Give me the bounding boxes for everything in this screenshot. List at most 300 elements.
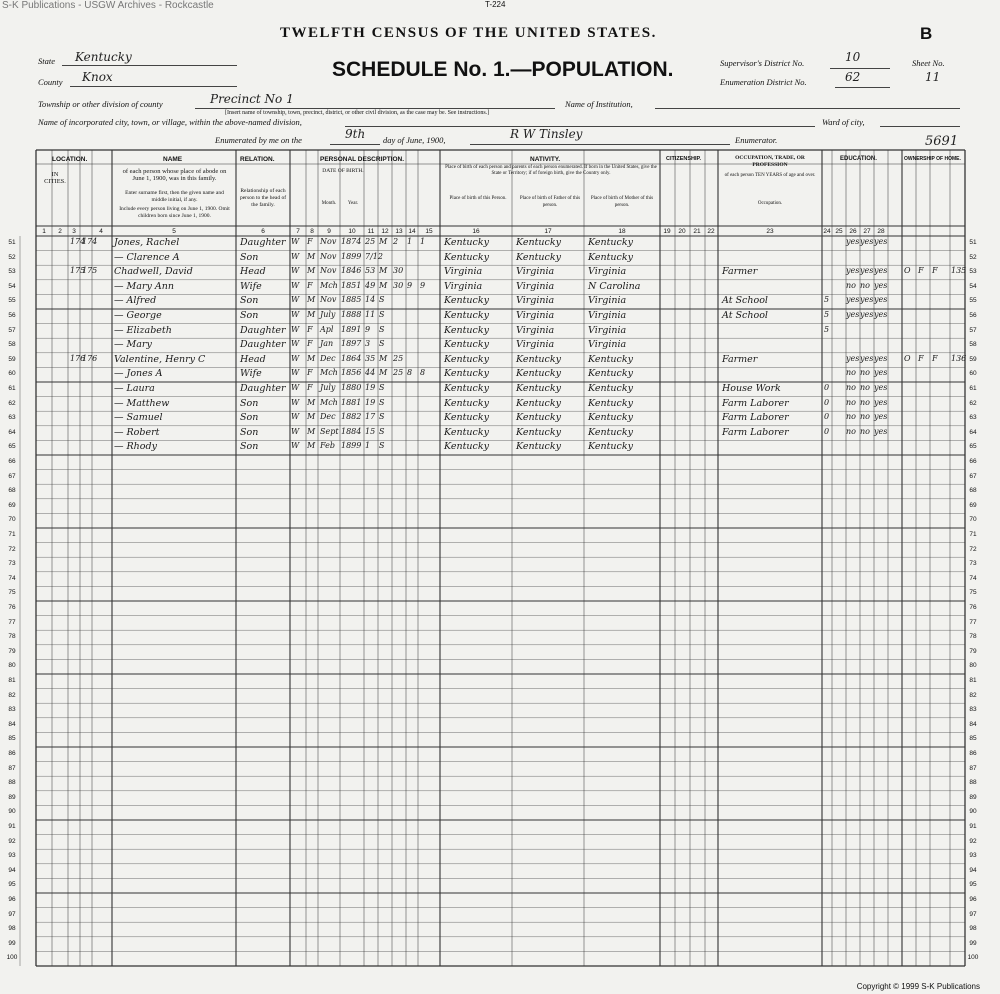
record-read: no xyxy=(846,280,856,290)
supervisor-value: 10 xyxy=(845,50,861,64)
column-number: 24 xyxy=(823,228,831,235)
record-marital: S xyxy=(379,339,385,349)
record-name: — Mary Ann xyxy=(114,280,174,292)
record-father-birth: Virginia xyxy=(516,339,555,351)
record-father-birth: Kentucky xyxy=(516,397,561,409)
row-number: 57 xyxy=(8,326,16,334)
record-father-birth: Kentucky xyxy=(516,237,561,248)
column-number: 4 xyxy=(99,228,103,235)
record-year: 1891 xyxy=(341,324,362,334)
record-sex: F xyxy=(307,339,313,349)
record-mother-birth: Virginia xyxy=(588,339,627,351)
record-schedule: 136 xyxy=(951,353,967,363)
record-father-birth: Kentucky xyxy=(516,441,561,453)
record-marital: M xyxy=(379,353,388,363)
record-month: Nov xyxy=(320,237,337,246)
col-occupation-sub: Occupation. xyxy=(757,201,783,206)
record-color: W xyxy=(291,426,300,436)
record-year: 1851 xyxy=(341,280,362,290)
record-sex: F xyxy=(307,280,313,290)
column-number: 22 xyxy=(707,228,715,235)
state-value: Kentucky xyxy=(75,50,132,64)
record-occupation: Farmer xyxy=(722,353,758,365)
record-year: 1897 xyxy=(341,339,362,349)
row-number: 74 xyxy=(969,574,977,582)
sheet-value: 11 xyxy=(925,70,941,84)
record-marital: S xyxy=(379,295,385,305)
record-month: July xyxy=(320,383,336,392)
page-stamp: 5691 xyxy=(925,134,959,149)
row-number: 53 xyxy=(8,268,16,276)
record-read: no xyxy=(846,412,856,422)
record-english: yes xyxy=(874,397,888,407)
record-living: 1 xyxy=(420,237,426,246)
enumerator-label: Enumerator. xyxy=(735,135,778,145)
record-age: 11 xyxy=(365,310,376,319)
record-month: Nov xyxy=(320,251,337,261)
row-number: 64 xyxy=(8,428,16,436)
record-write: no xyxy=(860,383,870,392)
record-color: W xyxy=(291,412,300,422)
col-nativity: NATIVITY. xyxy=(530,156,561,163)
row-number: 56 xyxy=(969,312,977,319)
record-marital: S xyxy=(379,397,385,407)
row-number: 97 xyxy=(969,910,977,918)
county-value: Knox xyxy=(82,70,113,84)
record-month: Nov xyxy=(320,266,337,276)
record-year: 1864 xyxy=(341,353,362,363)
row-number: 78 xyxy=(8,633,16,641)
row-number: 58 xyxy=(969,341,977,349)
record-english: yes xyxy=(874,280,888,290)
record-mother-birth: N Carolina xyxy=(588,280,641,292)
row-number: 71 xyxy=(8,531,16,538)
row-number: 100 xyxy=(967,954,979,962)
record-month: Mch xyxy=(320,397,338,407)
row-number: 73 xyxy=(8,560,16,568)
record-relation: Son xyxy=(240,441,259,453)
record-write: yes xyxy=(860,295,874,305)
record-mother-birth: Virginia xyxy=(588,310,627,321)
record-year: 1884 xyxy=(341,426,362,436)
column-number: 10 xyxy=(348,228,356,235)
record-name: — Robert xyxy=(114,426,160,438)
row-number: 72 xyxy=(969,545,977,553)
record-dwelling: 176 xyxy=(70,353,86,363)
record-mother-birth: Kentucky xyxy=(588,412,633,424)
record-name: — Mary xyxy=(114,339,152,351)
row-number: 57 xyxy=(969,326,977,334)
row-number: 55 xyxy=(969,297,977,305)
record-father-birth: Kentucky xyxy=(516,251,561,263)
row-number: 67 xyxy=(8,472,16,480)
record-sex: M xyxy=(307,266,316,276)
row-number: 54 xyxy=(8,282,16,290)
record-school: 5 xyxy=(824,295,830,305)
row-number: 96 xyxy=(969,896,977,903)
record-read: no xyxy=(846,426,856,436)
record-color: W xyxy=(291,368,300,378)
row-number: 76 xyxy=(8,604,16,611)
column-number: 20 xyxy=(678,228,686,235)
row-number: 98 xyxy=(969,925,977,933)
record-marital: M xyxy=(379,266,388,276)
record-age: 19 xyxy=(365,383,376,392)
record-relation: Daughter xyxy=(240,339,286,351)
column-number: 25 xyxy=(835,228,843,235)
record-read: no xyxy=(846,397,856,407)
row-number: 84 xyxy=(8,720,16,728)
record-write: no xyxy=(860,368,870,378)
row-number: 68 xyxy=(8,487,16,495)
record-month: Dec xyxy=(320,412,336,422)
record-marital: S xyxy=(379,310,385,319)
record-birth: Kentucky xyxy=(444,324,489,336)
record-read: no xyxy=(846,368,856,378)
record-name: — Rhody xyxy=(114,441,157,453)
row-number: 85 xyxy=(8,735,16,743)
row-number: 69 xyxy=(969,501,977,509)
record-years-married: 25 xyxy=(393,353,404,363)
record-month: Apl xyxy=(320,324,334,334)
record-mother-birth: Kentucky xyxy=(588,441,633,453)
ward-label: Ward of city, xyxy=(822,117,865,127)
column-number: 19 xyxy=(663,228,671,235)
col-nat-father: Place of birth of Father of this person. xyxy=(519,196,581,208)
record-name: — George xyxy=(114,310,162,321)
row-number: 92 xyxy=(8,837,16,845)
record-color: W xyxy=(291,441,300,451)
col-education: EDUCATION. xyxy=(840,156,877,162)
record-month: Mch xyxy=(320,280,338,290)
record-relation: Head xyxy=(240,353,266,365)
record-color: W xyxy=(291,353,300,363)
record-marital: S xyxy=(379,441,385,451)
record-birth: Kentucky xyxy=(444,368,489,380)
column-number: 7 xyxy=(296,228,300,235)
record-color: W xyxy=(291,339,300,349)
record-year: 1880 xyxy=(341,383,362,392)
record-relation: Son xyxy=(240,251,259,263)
record-age: 3 xyxy=(365,339,371,349)
record-dwelling: 174 xyxy=(70,237,86,246)
row-number: 77 xyxy=(969,618,977,626)
city-label: Name of incorporated city, town, or village, within the above-named division, xyxy=(38,117,302,127)
row-number: 72 xyxy=(8,545,16,553)
row-number: 93 xyxy=(8,852,16,860)
row-number: 99 xyxy=(969,939,977,947)
record-birth: Kentucky xyxy=(444,412,489,424)
col-relation: RELATION. xyxy=(240,156,275,163)
row-number: 51 xyxy=(8,239,16,246)
record-name: — Clarence A xyxy=(114,251,180,263)
county-label: County xyxy=(38,77,63,87)
record-name: — Jones A xyxy=(114,368,163,380)
col-nat-mother: Place of birth of Mother of this person. xyxy=(590,196,654,208)
record-relation: Son xyxy=(240,310,259,321)
row-number: 64 xyxy=(969,428,977,436)
row-number: 87 xyxy=(969,764,977,772)
record-year: 1885 xyxy=(341,295,362,305)
col-date-of-birth: DATE OF BIRTH. xyxy=(322,168,364,174)
record-sex: M xyxy=(307,353,316,363)
copyright-footer: Copyright © 1999 S-K Publications xyxy=(856,982,980,991)
row-number: 59 xyxy=(969,355,977,363)
record-school: 0 xyxy=(824,412,830,422)
record-mother-birth: Kentucky xyxy=(588,426,633,438)
row-number: 96 xyxy=(8,896,16,903)
record-relation: Daughter xyxy=(240,383,286,394)
record-english: yes xyxy=(874,383,888,392)
record-mother-of: 9 xyxy=(407,280,413,290)
record-english: yes xyxy=(874,412,888,422)
row-number: 81 xyxy=(969,677,977,684)
row-number: 71 xyxy=(969,531,977,538)
record-birth: Kentucky xyxy=(444,339,489,351)
row-number: 89 xyxy=(8,793,16,801)
record-age: 49 xyxy=(365,280,376,290)
record-english: yes xyxy=(874,353,888,363)
row-number: 66 xyxy=(969,458,977,465)
col-ownership: OWNERSHIP OF HOME. xyxy=(904,156,961,162)
record-name: — Samuel xyxy=(114,412,163,424)
record-sex: F xyxy=(307,368,313,378)
record-english: yes xyxy=(874,368,888,378)
record-relation: Daughter xyxy=(240,324,286,336)
record-school: 0 xyxy=(824,383,830,392)
row-number: 61 xyxy=(969,385,977,392)
column-number: 17 xyxy=(544,228,552,235)
record-living: 8 xyxy=(420,368,426,378)
record-years-married: 2 xyxy=(393,237,399,246)
col-month: Month. xyxy=(321,201,337,206)
record-relation: Daughter xyxy=(240,237,286,248)
record-year: 1846 xyxy=(341,266,362,276)
record-free: F xyxy=(918,266,924,276)
record-father-birth: Kentucky xyxy=(516,368,561,380)
row-number: 91 xyxy=(8,823,16,830)
row-number: 79 xyxy=(969,647,977,655)
record-mother-of: 1 xyxy=(407,237,413,246)
column-number: 5 xyxy=(172,228,176,235)
record-english: yes xyxy=(874,237,888,246)
row-number: 53 xyxy=(969,268,977,276)
record-age: 53 xyxy=(365,266,376,276)
row-number: 83 xyxy=(969,706,977,714)
col-personal: PERSONAL DESCRIPTION. xyxy=(320,156,405,163)
record-father-birth: Kentucky xyxy=(516,353,561,365)
row-number: 91 xyxy=(969,823,977,830)
record-mother-birth: Virginia xyxy=(588,324,627,336)
column-number: 28 xyxy=(877,228,885,235)
record-month: July xyxy=(320,310,336,319)
record-mother-birth: Kentucky xyxy=(588,251,633,263)
column-number: 21 xyxy=(693,228,701,235)
column-number: 11 xyxy=(367,228,375,235)
row-number: 90 xyxy=(969,808,977,816)
record-sex: M xyxy=(307,295,316,305)
record-write: yes xyxy=(860,353,874,363)
record-mother-birth: Kentucky xyxy=(588,397,633,409)
row-number: 67 xyxy=(969,472,977,480)
record-month: Mch xyxy=(320,368,338,378)
row-number: 81 xyxy=(8,677,16,684)
page-title: TWELFTH CENSUS OF THE UNITED STATES. xyxy=(280,25,657,41)
row-number: 60 xyxy=(969,370,977,378)
record-marital: M xyxy=(379,280,388,290)
record-father-birth: Virginia xyxy=(516,324,555,336)
record-year: 1899 xyxy=(341,441,362,451)
record-mother-birth: Kentucky xyxy=(588,237,633,248)
record-english: yes xyxy=(874,295,888,305)
record-year: 1888 xyxy=(341,310,362,319)
record-occupation: Farm Laborer xyxy=(722,397,789,409)
record-name: Jones, Rachel xyxy=(114,237,180,248)
record-mother-birth: Kentucky xyxy=(588,353,633,365)
row-number: 60 xyxy=(8,370,16,378)
watermark: S-K Publications - USGW Archives - Rockcastle xyxy=(2,0,214,11)
row-number: 97 xyxy=(8,910,16,918)
record-birth: Kentucky xyxy=(444,426,489,438)
schedule-title: SCHEDULE No. 1.—POPULATION. xyxy=(332,58,674,81)
record-color: W xyxy=(291,324,300,334)
row-number: 58 xyxy=(8,341,16,349)
col-nativity-desc: Place of birth of each person and parents of each person enumerated. If born in the United States, give the State or Territory; if of foreign birth, give the Country only. xyxy=(445,165,657,176)
record-birth: Virginia xyxy=(444,266,483,278)
record-color: W xyxy=(291,397,300,407)
record-sex: F xyxy=(307,237,313,246)
record-birth: Kentucky xyxy=(444,383,489,394)
row-number: 85 xyxy=(969,735,977,743)
record-color: W xyxy=(291,266,300,276)
record-age: 15 xyxy=(365,426,376,436)
row-number: 65 xyxy=(8,443,16,451)
record-birth: Kentucky xyxy=(444,295,489,307)
supervisor-label: Supervisor's District No. xyxy=(720,58,805,68)
record-read: yes xyxy=(846,310,860,319)
record-relation: Son xyxy=(240,295,259,307)
record-age: 14 xyxy=(365,295,376,305)
column-number: 1 xyxy=(42,228,46,235)
row-number: 66 xyxy=(8,458,16,465)
record-relation: Wife xyxy=(240,368,262,380)
row-number: 65 xyxy=(969,443,977,451)
record-schedule: 135 xyxy=(951,266,967,276)
record-mother-birth: Virginia xyxy=(588,295,627,307)
row-number: 69 xyxy=(8,501,16,509)
record-relation: Son xyxy=(240,397,259,409)
institution-label: Name of Institution, xyxy=(565,99,633,109)
record-age: 44 xyxy=(365,368,376,378)
enumerated-prefix: Enumerated by me on the xyxy=(215,135,302,145)
record-birth: Virginia xyxy=(444,280,483,292)
record-mother-birth: Kentucky xyxy=(588,368,633,380)
record-occupation: Farm Laborer xyxy=(722,426,789,438)
row-number: 78 xyxy=(969,633,977,641)
column-number: 6 xyxy=(261,228,265,235)
row-number: 98 xyxy=(8,925,16,933)
row-number: 75 xyxy=(969,589,977,597)
row-number: 68 xyxy=(969,487,977,495)
record-owned: O xyxy=(904,353,911,363)
enumerated-middle: day of June, 1900, xyxy=(383,135,446,145)
record-year: 1882 xyxy=(341,412,362,422)
record-write: yes xyxy=(860,310,874,319)
column-number: 2 xyxy=(58,228,62,235)
row-number: 83 xyxy=(8,706,16,714)
record-month: Nov xyxy=(320,295,337,305)
record-age: 1 xyxy=(365,441,371,451)
row-number: 86 xyxy=(8,750,16,757)
record-free: F xyxy=(918,353,924,363)
row-number: 86 xyxy=(969,750,977,757)
row-number: 61 xyxy=(8,385,16,392)
row-number: 59 xyxy=(8,355,16,363)
record-relation: Head xyxy=(240,266,266,278)
row-number: 70 xyxy=(8,516,16,524)
col-name-note2: Include every person living on June 1, 1900. Omit children born since June 1, 1900. xyxy=(119,206,230,219)
record-occupation: House Work xyxy=(722,383,781,394)
record-birth: Kentucky xyxy=(444,441,489,453)
row-number: 76 xyxy=(969,604,977,611)
record-family: 175 xyxy=(82,266,98,276)
column-number: 3 xyxy=(72,228,76,235)
state-label: State xyxy=(38,56,55,66)
record-color: W xyxy=(291,280,300,290)
record-family: 176 xyxy=(82,353,98,363)
record-owned: O xyxy=(904,266,911,276)
record-write: yes xyxy=(860,266,874,276)
record-color: W xyxy=(291,251,300,261)
record-write: no xyxy=(860,280,870,290)
record-name: Chadwell, David xyxy=(114,266,193,278)
col-nat-person: Place of birth of this Person. xyxy=(449,196,507,201)
record-color: W xyxy=(291,383,300,392)
record-dwelling: 175 xyxy=(70,266,86,276)
row-number: 63 xyxy=(969,414,977,422)
record-farm: F xyxy=(932,353,938,363)
record-marital: M xyxy=(379,237,388,246)
row-number: 88 xyxy=(969,779,977,787)
record-name: — Elizabeth xyxy=(114,324,172,336)
record-age: 25 xyxy=(365,237,376,246)
enumeration-label: Enumeration District No. xyxy=(720,77,807,87)
record-relation: Son xyxy=(240,426,259,438)
record-father-birth: Kentucky xyxy=(516,426,561,438)
row-number: 52 xyxy=(969,253,977,261)
row-number: 52 xyxy=(8,253,16,261)
record-relation: Son xyxy=(240,412,259,424)
row-number: 94 xyxy=(969,866,977,874)
col-name-note1: Enter surname first, then the given name and middle initial, if any. xyxy=(125,190,224,203)
record-father-birth: Kentucky xyxy=(516,383,561,394)
row-number: 77 xyxy=(8,618,16,626)
record-read: yes xyxy=(846,295,860,305)
row-number: 54 xyxy=(969,282,977,290)
record-father-birth: Virginia xyxy=(516,266,555,278)
record-write: yes xyxy=(860,237,874,246)
row-number: 62 xyxy=(8,399,16,407)
record-sex: M xyxy=(307,397,316,407)
record-write: no xyxy=(860,412,870,422)
record-marital: S xyxy=(379,412,385,422)
record-school: 0 xyxy=(824,426,830,436)
record-read: yes xyxy=(846,353,860,363)
record-color: W xyxy=(291,310,300,319)
record-age: 19 xyxy=(365,397,376,407)
record-father-birth: Virginia xyxy=(516,295,555,307)
column-number: 15 xyxy=(425,228,433,235)
